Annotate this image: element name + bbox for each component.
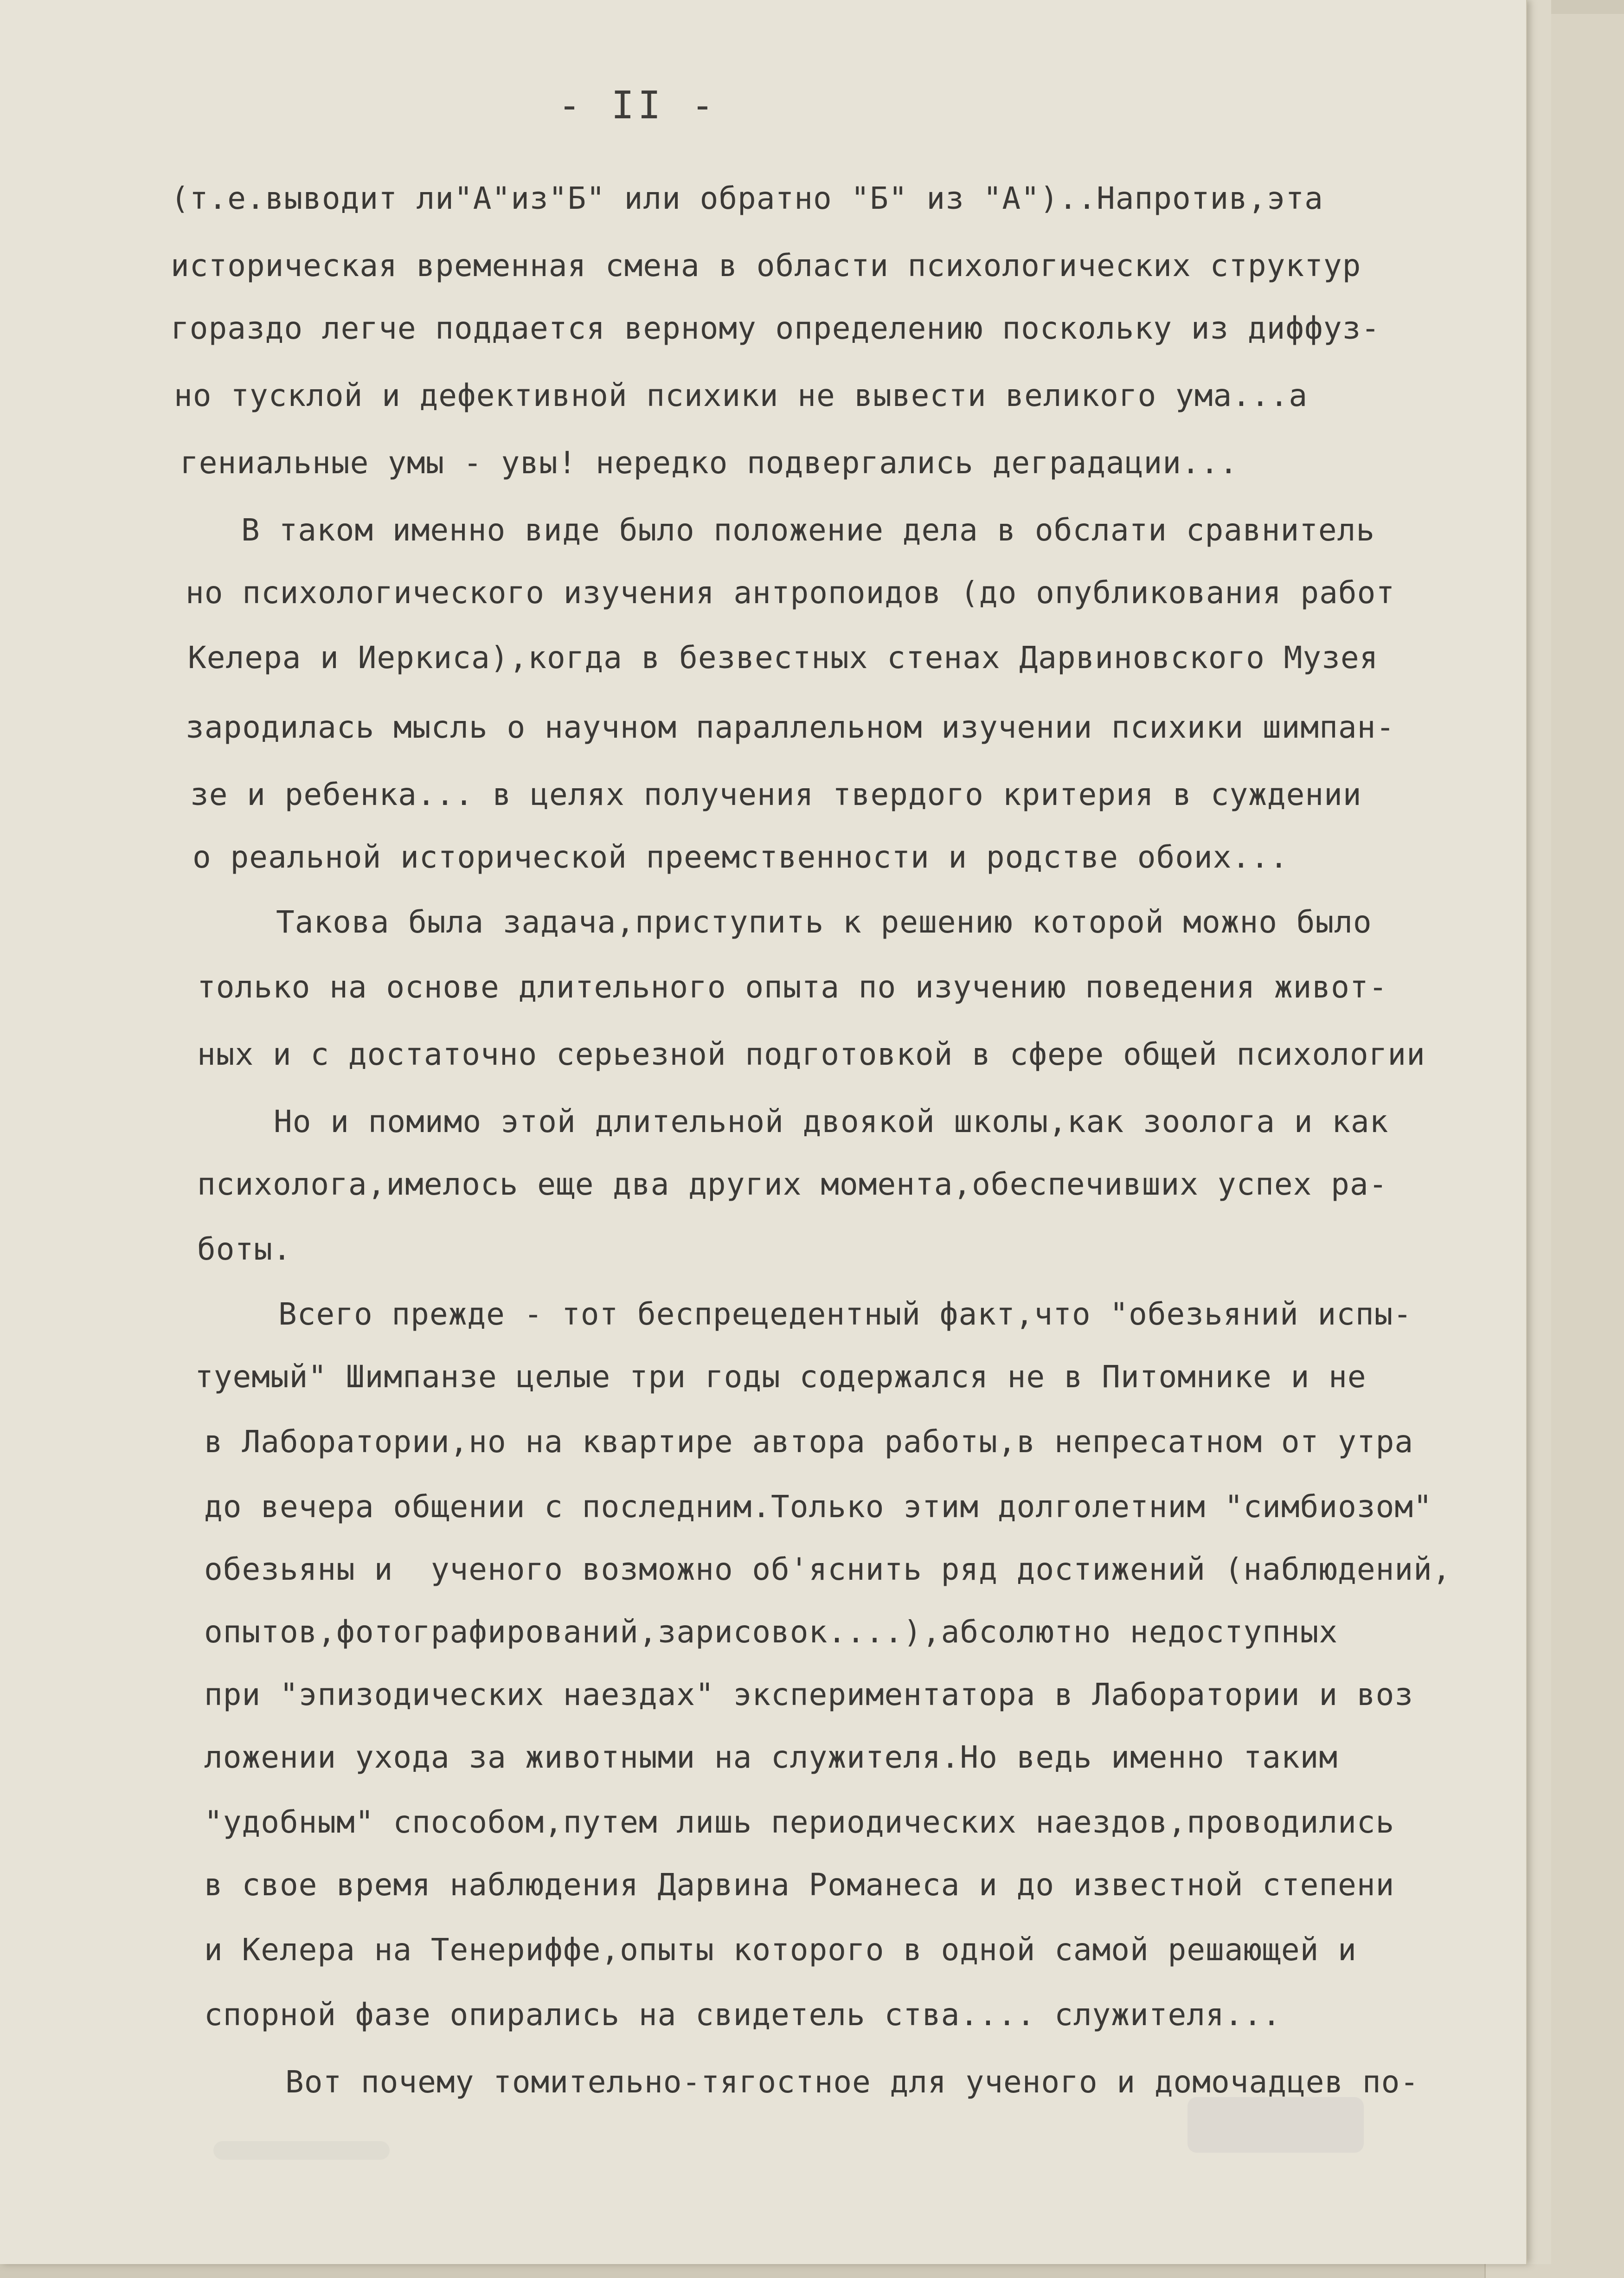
- text-line: ных и с достаточно серьезной подготовкой в сфере общей психологии: [197, 1036, 1425, 1072]
- text-line: В таком именно виде было положение дела в обслати сравнитель: [241, 512, 1375, 548]
- text-line: зе и ребенка... в целях получения твердого критерия в суждении: [190, 777, 1362, 812]
- text-line: (т.е.выводит ли"А"из"Б" или обратно "Б" из "А")..Напротив,эта: [171, 180, 1323, 216]
- text-line: Такова была задача,приступить к решению которой можно было: [276, 904, 1372, 940]
- text-line: гораздо легче поддается верному определению поскольку из диффуз-: [171, 310, 1380, 346]
- text-line: но психологического изучения антропоидов (до опубликования работ: [186, 575, 1395, 611]
- text-line: в свое время наблюдения Дарвина Романеса и до известной степени: [204, 1867, 1395, 1903]
- text-line: в Лаборатории,но на квартире автора работы,в непресатном от утра: [204, 1424, 1414, 1460]
- text-line: до вечера общении с последним.Только этим долголетним "симбиозом": [204, 1489, 1432, 1525]
- text-line: Но и помимо этой длительной двоякой школы,как зоолога и как: [274, 1104, 1389, 1139]
- text-line: Всего прежде - тот беспрецедентный факт,что "обезьяний испы-: [278, 1296, 1412, 1332]
- text-line: Келера и Иеркиса),когда в безвестных стенах Дарвиновского Музея: [188, 640, 1379, 676]
- text-line: но тусклой и дефективной психики не вывести великого ума...а: [174, 378, 1308, 413]
- page-number: - II -: [558, 84, 718, 128]
- faded-stamp: [1188, 2097, 1364, 2153]
- text-line: о реальной исторической преемственности и родстве обоих...: [193, 839, 1289, 875]
- text-line: историческая временная смена в области психологических структур: [171, 248, 1361, 283]
- text-line: психолога,имелось еще два других момента,обеспечивших успех ра-: [197, 1166, 1388, 1202]
- text-line: Вот почему томительно-тягостное для ученого и домочадцев по-: [285, 2064, 1419, 2100]
- text-line: спорной фазе опирались на свидетель ства.... служителя...: [204, 1997, 1281, 2033]
- text-line: опытов,фотографирований,зарисовок....),абсолютно недоступных: [204, 1614, 1338, 1650]
- text-line: туемый" Шимпанзе целые три годы содержался не в Питомнике и не: [195, 1359, 1367, 1395]
- text-line: зародилась мысль о научном параллельном изучении психики шимпан-: [186, 709, 1395, 745]
- text-line: обезьяны и ученого возможно об'яснить ряд достижений (наблюдений,: [204, 1551, 1451, 1587]
- text-line: гениальные умы - увы! нередко подвергались деградации...: [180, 445, 1239, 481]
- text-line: "удобным" способом,путем лишь периодических наездов,проводились: [204, 1804, 1395, 1840]
- text-line: боты.: [197, 1231, 292, 1267]
- text-line: и Келера на Тенериффе,опыты которого в одной самой решающей и: [204, 1932, 1357, 1968]
- text-line: при "эпизодических наездах" экспериментатора в Лаборатории и воз: [204, 1677, 1414, 1712]
- text-line: только на основе длительного опыта по изучению поведения живот-: [197, 969, 1388, 1005]
- faded-pencil-mark: [213, 2141, 390, 2160]
- text-line: ложении ухода за животными на служителя.Но ведь именно таким: [204, 1739, 1338, 1775]
